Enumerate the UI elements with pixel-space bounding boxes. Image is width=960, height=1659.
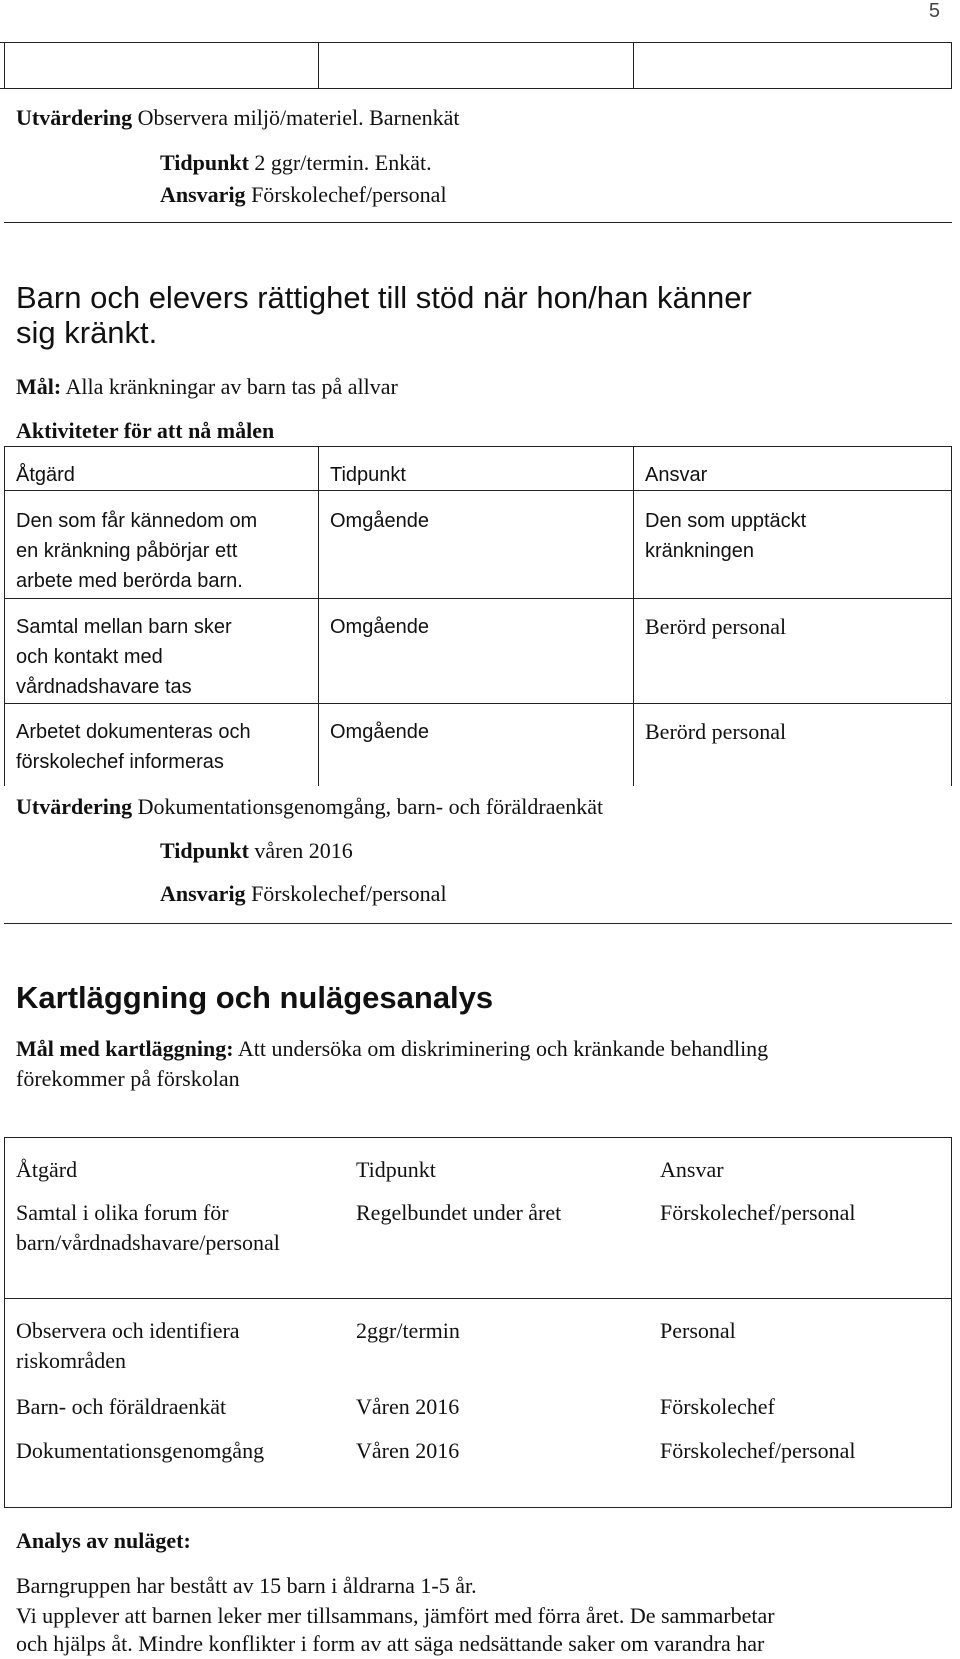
ansvarig-label: Ansvarig bbox=[160, 182, 246, 207]
table2-header-tidpunkt: Tidpunkt bbox=[356, 1157, 436, 1182]
t2-row1-atgard-line2: barn/vårdnadshavare/personal bbox=[16, 1230, 280, 1255]
ansvarig-text: Förskolechef/personal bbox=[251, 182, 447, 207]
table-row bbox=[16, 612, 232, 702]
analys-heading: Analys av nuläget: bbox=[16, 1528, 191, 1553]
eval1-ansvarig bbox=[160, 180, 447, 210]
row2-ansvar: Berörd personal bbox=[645, 614, 787, 639]
row3-atgard-line2: förskolechef informeras bbox=[16, 751, 224, 773]
row1-ansvar-line2: kränkningen bbox=[645, 540, 754, 562]
mal-label: Mål med kartläggning: bbox=[16, 1036, 234, 1061]
analys-line3: och hjälps åt. Mindre konflikter i form av att säga nedsättande saker om varandra har bbox=[16, 1631, 765, 1656]
section1-tidpunkt bbox=[160, 836, 353, 866]
section2-mal bbox=[16, 1034, 768, 1094]
row3-ansvar: Berörd personal bbox=[645, 719, 787, 744]
tidpunkt-text: 2 ggr/termin. Enkät. bbox=[254, 150, 432, 175]
table1-header-atgard: Åtgärd bbox=[16, 464, 75, 486]
section1-heading-line1: Barn och elevers rättighet till stöd när hon/han känner bbox=[16, 280, 752, 315]
row2-tidpunkt: Omgående bbox=[330, 616, 429, 638]
t2-row4-tidpunkt: Våren 2016 bbox=[356, 1438, 460, 1463]
t2-row4-atgard: Dokumentationsgenomgång bbox=[16, 1438, 265, 1463]
page-number: 5 bbox=[928, 0, 940, 22]
divider bbox=[4, 923, 952, 924]
row1-ansvar bbox=[645, 506, 806, 566]
ansvarig-label: Ansvarig bbox=[160, 881, 246, 906]
section1-ansvarig bbox=[160, 879, 447, 909]
row2-atgard-line2: och kontakt med bbox=[16, 646, 163, 668]
eval1-tidpunkt bbox=[160, 148, 432, 178]
utvardering-text: Dokumentationsgenomgång, barn- och föräldraenkät bbox=[137, 794, 604, 819]
table2-header-ansvar: Ansvar bbox=[660, 1157, 724, 1182]
mal-text: Alla kränkningar av barn tas på allvar bbox=[65, 374, 398, 399]
row3-atgard-line1: Arbetet dokumenteras och bbox=[16, 721, 251, 743]
t2-row2-atgard-line2: riskområden bbox=[16, 1348, 126, 1373]
ansvarig-text: Förskolechef/personal bbox=[251, 881, 447, 906]
mal-text-line1: Att undersöka om diskriminering och kränkande behandling bbox=[237, 1036, 769, 1061]
section1-mal bbox=[16, 372, 398, 402]
t2-row2-ansvar: Personal bbox=[660, 1318, 736, 1343]
analys-line2: Vi upplever att barnen leker mer tillsammans, jämfört med förra året. De sammarbetar bbox=[16, 1603, 775, 1628]
table-row bbox=[16, 717, 251, 777]
mal-text-line2: förekommer på förskolan bbox=[16, 1066, 240, 1091]
table-row bbox=[16, 1392, 226, 1422]
t2-row3-tidpunkt: Våren 2016 bbox=[356, 1394, 460, 1419]
t2-row1-atgard-line1: Samtal i olika forum för bbox=[16, 1200, 229, 1225]
eval1-utvardering bbox=[16, 103, 460, 133]
row1-tidpunkt: Omgående bbox=[330, 510, 429, 532]
section2-heading: Kartläggning och nulägesanalys bbox=[16, 980, 494, 1015]
tidpunkt-label: Tidpunkt bbox=[160, 838, 249, 863]
row3-tidpunkt: Omgående bbox=[330, 721, 429, 743]
t2-row3-ansvar: Förskolechef bbox=[660, 1394, 775, 1419]
mal-label: Mål: bbox=[16, 374, 62, 399]
analys-line1: Barngruppen har bestått av 15 barn i åldrarna 1-5 år. bbox=[16, 1573, 477, 1598]
tidpunkt-text: våren 2016 bbox=[254, 838, 353, 863]
section1-heading-line2: sig kränkt. bbox=[16, 315, 158, 350]
table2-header-atgard: Åtgärd bbox=[16, 1157, 78, 1182]
row1-atgard-line3: arbete med berörda barn. bbox=[16, 570, 243, 592]
t2-row3-atgard: Barn- och föräldraenkät bbox=[16, 1394, 227, 1419]
aktiviteter-heading: Aktiviteter för att nå målen bbox=[16, 418, 275, 443]
utvardering-label: Utvärdering bbox=[16, 105, 133, 130]
row1-ansvar-line1: Den som upptäckt bbox=[645, 510, 807, 532]
tidpunkt-label: Tidpunkt bbox=[160, 150, 249, 175]
row1-atgard-line1: Den som får kännedom om bbox=[16, 510, 258, 532]
t2-row4-ansvar: Förskolechef/personal bbox=[660, 1438, 856, 1463]
table-row bbox=[16, 506, 257, 596]
t2-row1-tidpunkt: Regelbundet under året bbox=[356, 1200, 562, 1225]
t2-row2-atgard-line1: Observera och identifiera bbox=[16, 1318, 240, 1343]
table1-header-tidpunkt: Tidpunkt bbox=[330, 464, 406, 486]
t2-row1-ansvar: Förskolechef/personal bbox=[660, 1200, 856, 1225]
utvardering-label: Utvärdering bbox=[16, 794, 133, 819]
row2-atgard-line3: vårdnadshavare tas bbox=[16, 676, 192, 698]
divider bbox=[4, 222, 952, 223]
table1-header-ansvar: Ansvar bbox=[645, 464, 708, 486]
row1-atgard-line2: en kränkning påbörjar ett bbox=[16, 540, 238, 562]
row2-atgard-line1: Samtal mellan barn sker bbox=[16, 616, 232, 638]
utvardering-text: Observera miljö/materiel. Barnenkät bbox=[137, 105, 460, 130]
table-row bbox=[16, 1316, 240, 1376]
table-row bbox=[16, 1198, 280, 1258]
t2-row2-tidpunkt: 2ggr/termin bbox=[356, 1318, 460, 1343]
table-row bbox=[16, 1436, 264, 1466]
section1-utvardering bbox=[16, 792, 603, 822]
